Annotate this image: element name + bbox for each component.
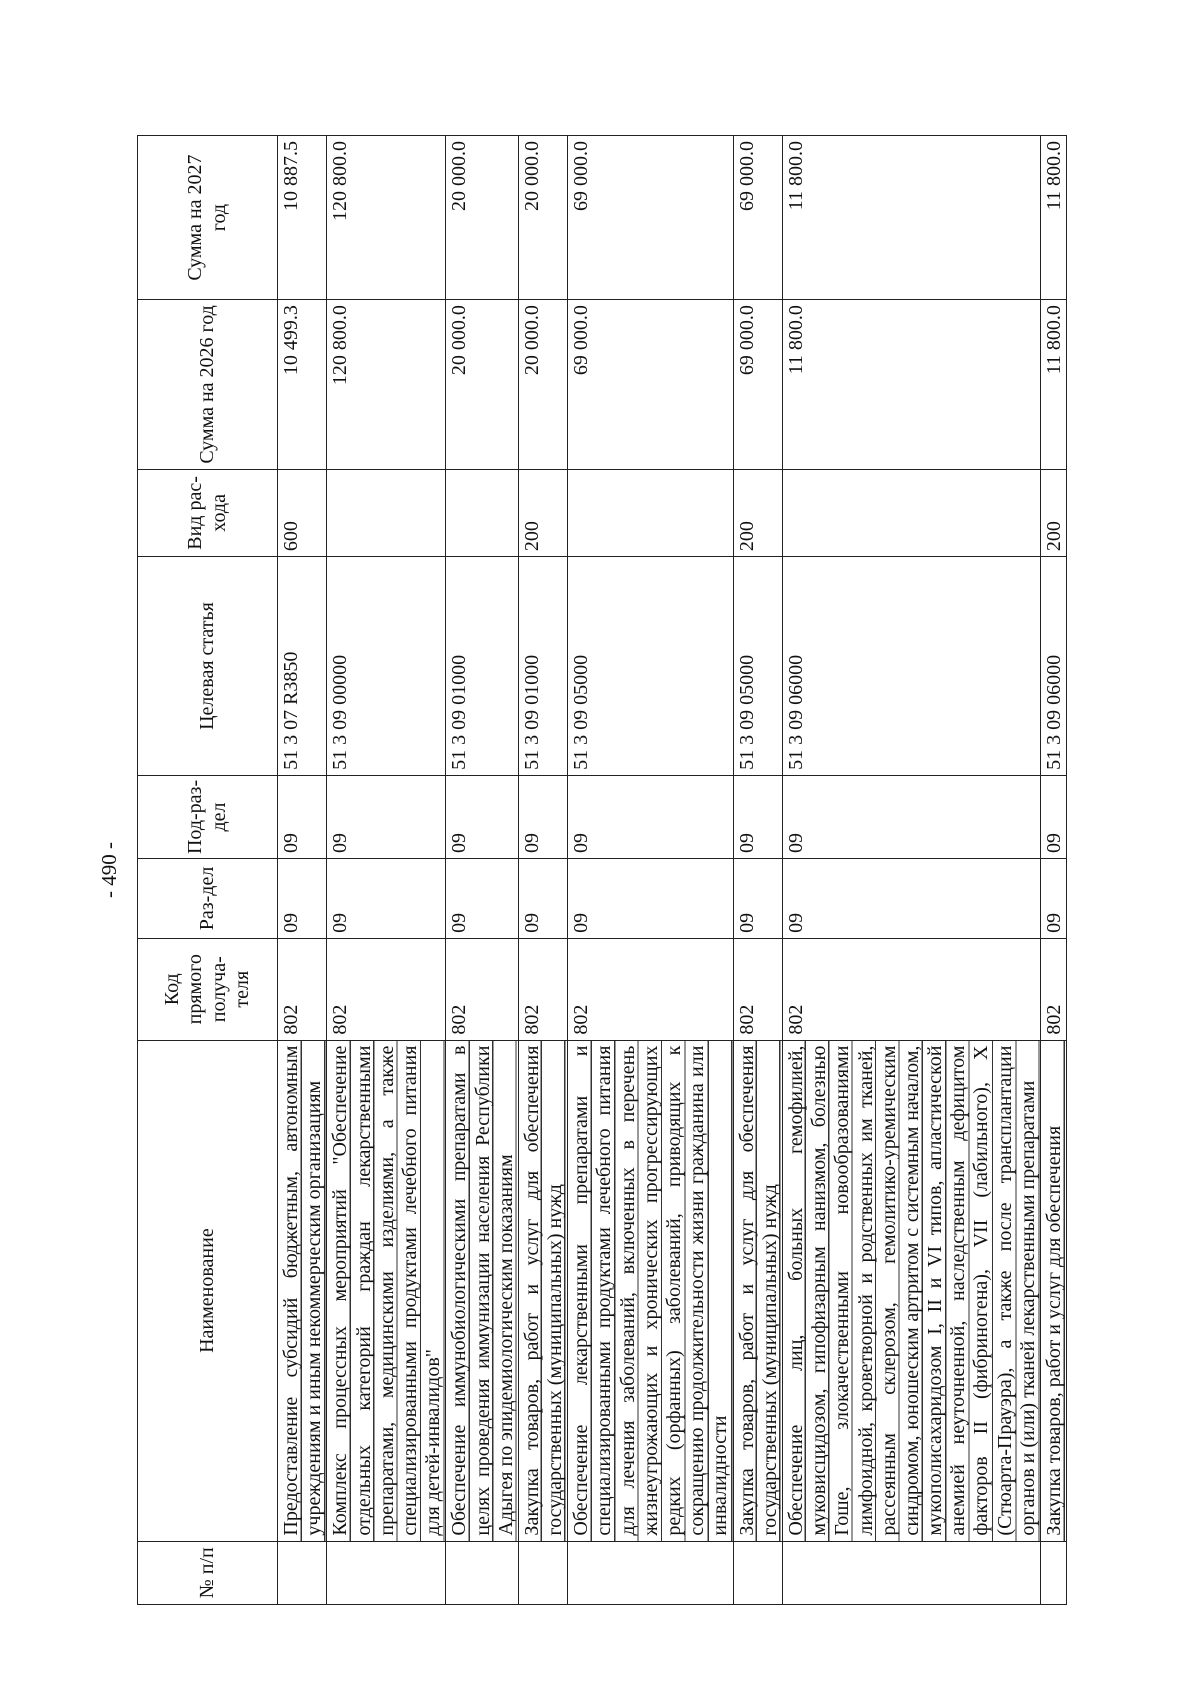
cell-sum-2027: 20 000.0 bbox=[518, 136, 567, 300]
cell-expense-type bbox=[327, 469, 446, 557]
cell-recipient-code: 802 bbox=[568, 938, 733, 1040]
cell-num bbox=[278, 1541, 327, 1604]
cell-sum-2026: 69 000.0 bbox=[568, 300, 733, 470]
cell-section: 09 bbox=[733, 859, 782, 939]
cell-section: 09 bbox=[278, 859, 327, 939]
header-subsection: Под-раз-дел bbox=[138, 775, 278, 858]
cell-target-article: 51 3 09 05000 bbox=[733, 557, 782, 776]
cell-target-article: 51 3 09 01000 bbox=[518, 557, 567, 776]
cell-sum-2026: 20 000.0 bbox=[446, 300, 519, 470]
cell-subsection: 09 bbox=[1041, 775, 1067, 858]
header-section: Раз-дел bbox=[138, 859, 278, 939]
cell-num bbox=[446, 1541, 519, 1604]
table-row bbox=[782, 136, 1040, 1605]
cell-section: 09 bbox=[327, 859, 446, 939]
table-row bbox=[568, 136, 733, 1605]
cell-section: 09 bbox=[1041, 859, 1067, 939]
cell-sum-2027: 69 000.0 bbox=[568, 136, 733, 300]
cell-subsection: 09 bbox=[327, 775, 446, 858]
cell-expense-type bbox=[568, 469, 733, 557]
cell-subsection: 09 bbox=[782, 775, 1040, 858]
cell-recipient-code: 802 bbox=[733, 938, 782, 1040]
cell-name: Закупка товаров, работ и услуг для обеспечения государственных (муниципальных) нужд bbox=[733, 1040, 782, 1541]
table-row bbox=[446, 136, 519, 1605]
cell-recipient-code: 802 bbox=[278, 938, 327, 1040]
cell-sum-2027: 120 800.0 bbox=[327, 136, 446, 300]
cell-target-article: 51 3 09 06000 bbox=[782, 557, 1040, 776]
header-target-article: Целевая статья bbox=[138, 557, 278, 776]
header-num: № п/п bbox=[138, 1541, 278, 1604]
cell-name: Предоставление субсидий бюджетным, автономным учреждениям и иным некоммерческим организациям bbox=[278, 1040, 327, 1541]
cell-recipient-code: 802 bbox=[446, 938, 519, 1040]
cell-sum-2027: 20 000.0 bbox=[446, 136, 519, 300]
table-row bbox=[327, 136, 446, 1605]
cell-num bbox=[568, 1541, 733, 1604]
cell-sum-2026: 20 000.0 bbox=[518, 300, 567, 470]
cell-name: Обеспечение иммунобиологическими препаратами в целях проведения иммунизации населения Республики Адыгея по эпидемиологическим показаниям bbox=[446, 1040, 519, 1541]
cell-sum-2026: 120 800.0 bbox=[327, 300, 446, 470]
cell-expense-type: 200 bbox=[1041, 469, 1067, 557]
header-sum-2026: Сумма на 2026 год bbox=[138, 300, 278, 470]
cell-sum-2026: 69 000.0 bbox=[733, 300, 782, 470]
cell-subsection: 09 bbox=[733, 775, 782, 858]
budget-table bbox=[137, 135, 1067, 1605]
cell-name: Обеспечение лекарственными препаратами и специализированными продуктами лечебного питания для лечения заболеваний, включенных в перечень жизнеугрожающих и хронических прогрессирующих редких (орфанных) заболеваний, приводящих к сокращению продолжительности жизни гражданина или инвалидности bbox=[568, 1040, 733, 1541]
cell-subsection: 09 bbox=[278, 775, 327, 858]
table-row bbox=[278, 136, 327, 1605]
cell-sum-2026: 11 800.0 bbox=[782, 300, 1040, 470]
cell-target-article: 51 3 09 01000 bbox=[446, 557, 519, 776]
cell-expense-type: 600 bbox=[278, 469, 327, 557]
table-row bbox=[1041, 136, 1067, 1605]
rotated-content bbox=[85, 135, 1097, 1605]
cell-subsection: 09 bbox=[518, 775, 567, 858]
cell-target-article: 51 3 09 00000 bbox=[327, 557, 446, 776]
cell-name: Обеспечение лиц, больных гемофилией, муковисцидозом, гипофизарным нанизмом, болезнью Гоше, злокачественными новообразованиями лимфоидной, кроветворной и родственных им тканей, рассеянным склерозом, гемолитико-уремическим синдромом, юношеским артритом с системным началом, мукополисахаридозом I, II и VI типов, апластической анемией неуточненной, наследственным дефицитом факторов II (фибриногена), VII (лабильного), X (Стюарта-Прауэра), а также после трансплантации органов и (или) тканей лекарственными препаратами bbox=[782, 1040, 1040, 1541]
cell-num bbox=[782, 1541, 1040, 1604]
cell-recipient-code: 802 bbox=[782, 938, 1040, 1040]
cell-expense-type bbox=[782, 469, 1040, 557]
cell-sum-2026: 11 800.0 bbox=[1041, 300, 1067, 470]
cell-section: 09 bbox=[782, 859, 1040, 939]
page-number: - 490 - bbox=[97, 842, 121, 898]
cell-expense-type bbox=[446, 469, 519, 557]
cell-section: 09 bbox=[518, 859, 567, 939]
cell-sum-2027: 69 000.0 bbox=[733, 136, 782, 300]
cell-num bbox=[1041, 1541, 1067, 1604]
cell-name: Закупка товаров, работ и услуг для обеспечения bbox=[1041, 1040, 1067, 1541]
cell-target-article: 51 3 07 R3850 bbox=[278, 557, 327, 776]
cell-expense-type: 200 bbox=[518, 469, 567, 557]
cell-num bbox=[733, 1541, 782, 1604]
cell-sum-2027: 11 800.0 bbox=[782, 136, 1040, 300]
cell-subsection: 09 bbox=[568, 775, 733, 858]
cell-target-article: 51 3 09 05000 bbox=[568, 557, 733, 776]
cell-name: Закупка товаров, работ и услуг для обеспечения государственных (муниципальных) нужд bbox=[518, 1040, 567, 1541]
header-name: Наименование bbox=[138, 1040, 278, 1541]
cell-recipient-code: 802 bbox=[518, 938, 567, 1040]
cell-num bbox=[327, 1541, 446, 1604]
table-row bbox=[518, 136, 567, 1605]
cell-sum-2027: 10 887.5 bbox=[278, 136, 327, 300]
table-row bbox=[733, 136, 782, 1605]
cell-expense-type: 200 bbox=[733, 469, 782, 557]
table-header-row bbox=[138, 136, 278, 1605]
cell-section: 09 bbox=[568, 859, 733, 939]
header-sum-2027: Сумма на 2027 год bbox=[138, 136, 278, 300]
cell-subsection: 09 bbox=[446, 775, 519, 858]
cell-target-article: 51 3 09 06000 bbox=[1041, 557, 1067, 776]
cell-recipient-code: 802 bbox=[1041, 938, 1067, 1040]
cell-recipient-code: 802 bbox=[327, 938, 446, 1040]
header-expense-type: Вид рас-хода bbox=[138, 469, 278, 557]
cell-name: Комплекс процессных мероприятий "Обеспечение отдельных категорий граждан лекарственными препаратами, медицинскими изделиями, а также специализированными продуктами лечебного питания для детей-инвалидов" bbox=[327, 1040, 446, 1541]
header-recipient-code: Код прямого получа-теля bbox=[138, 938, 278, 1040]
cell-sum-2026: 10 499.3 bbox=[278, 300, 327, 470]
cell-section: 09 bbox=[446, 859, 519, 939]
cell-num bbox=[518, 1541, 567, 1604]
cell-sum-2027: 11 800.0 bbox=[1041, 136, 1067, 300]
